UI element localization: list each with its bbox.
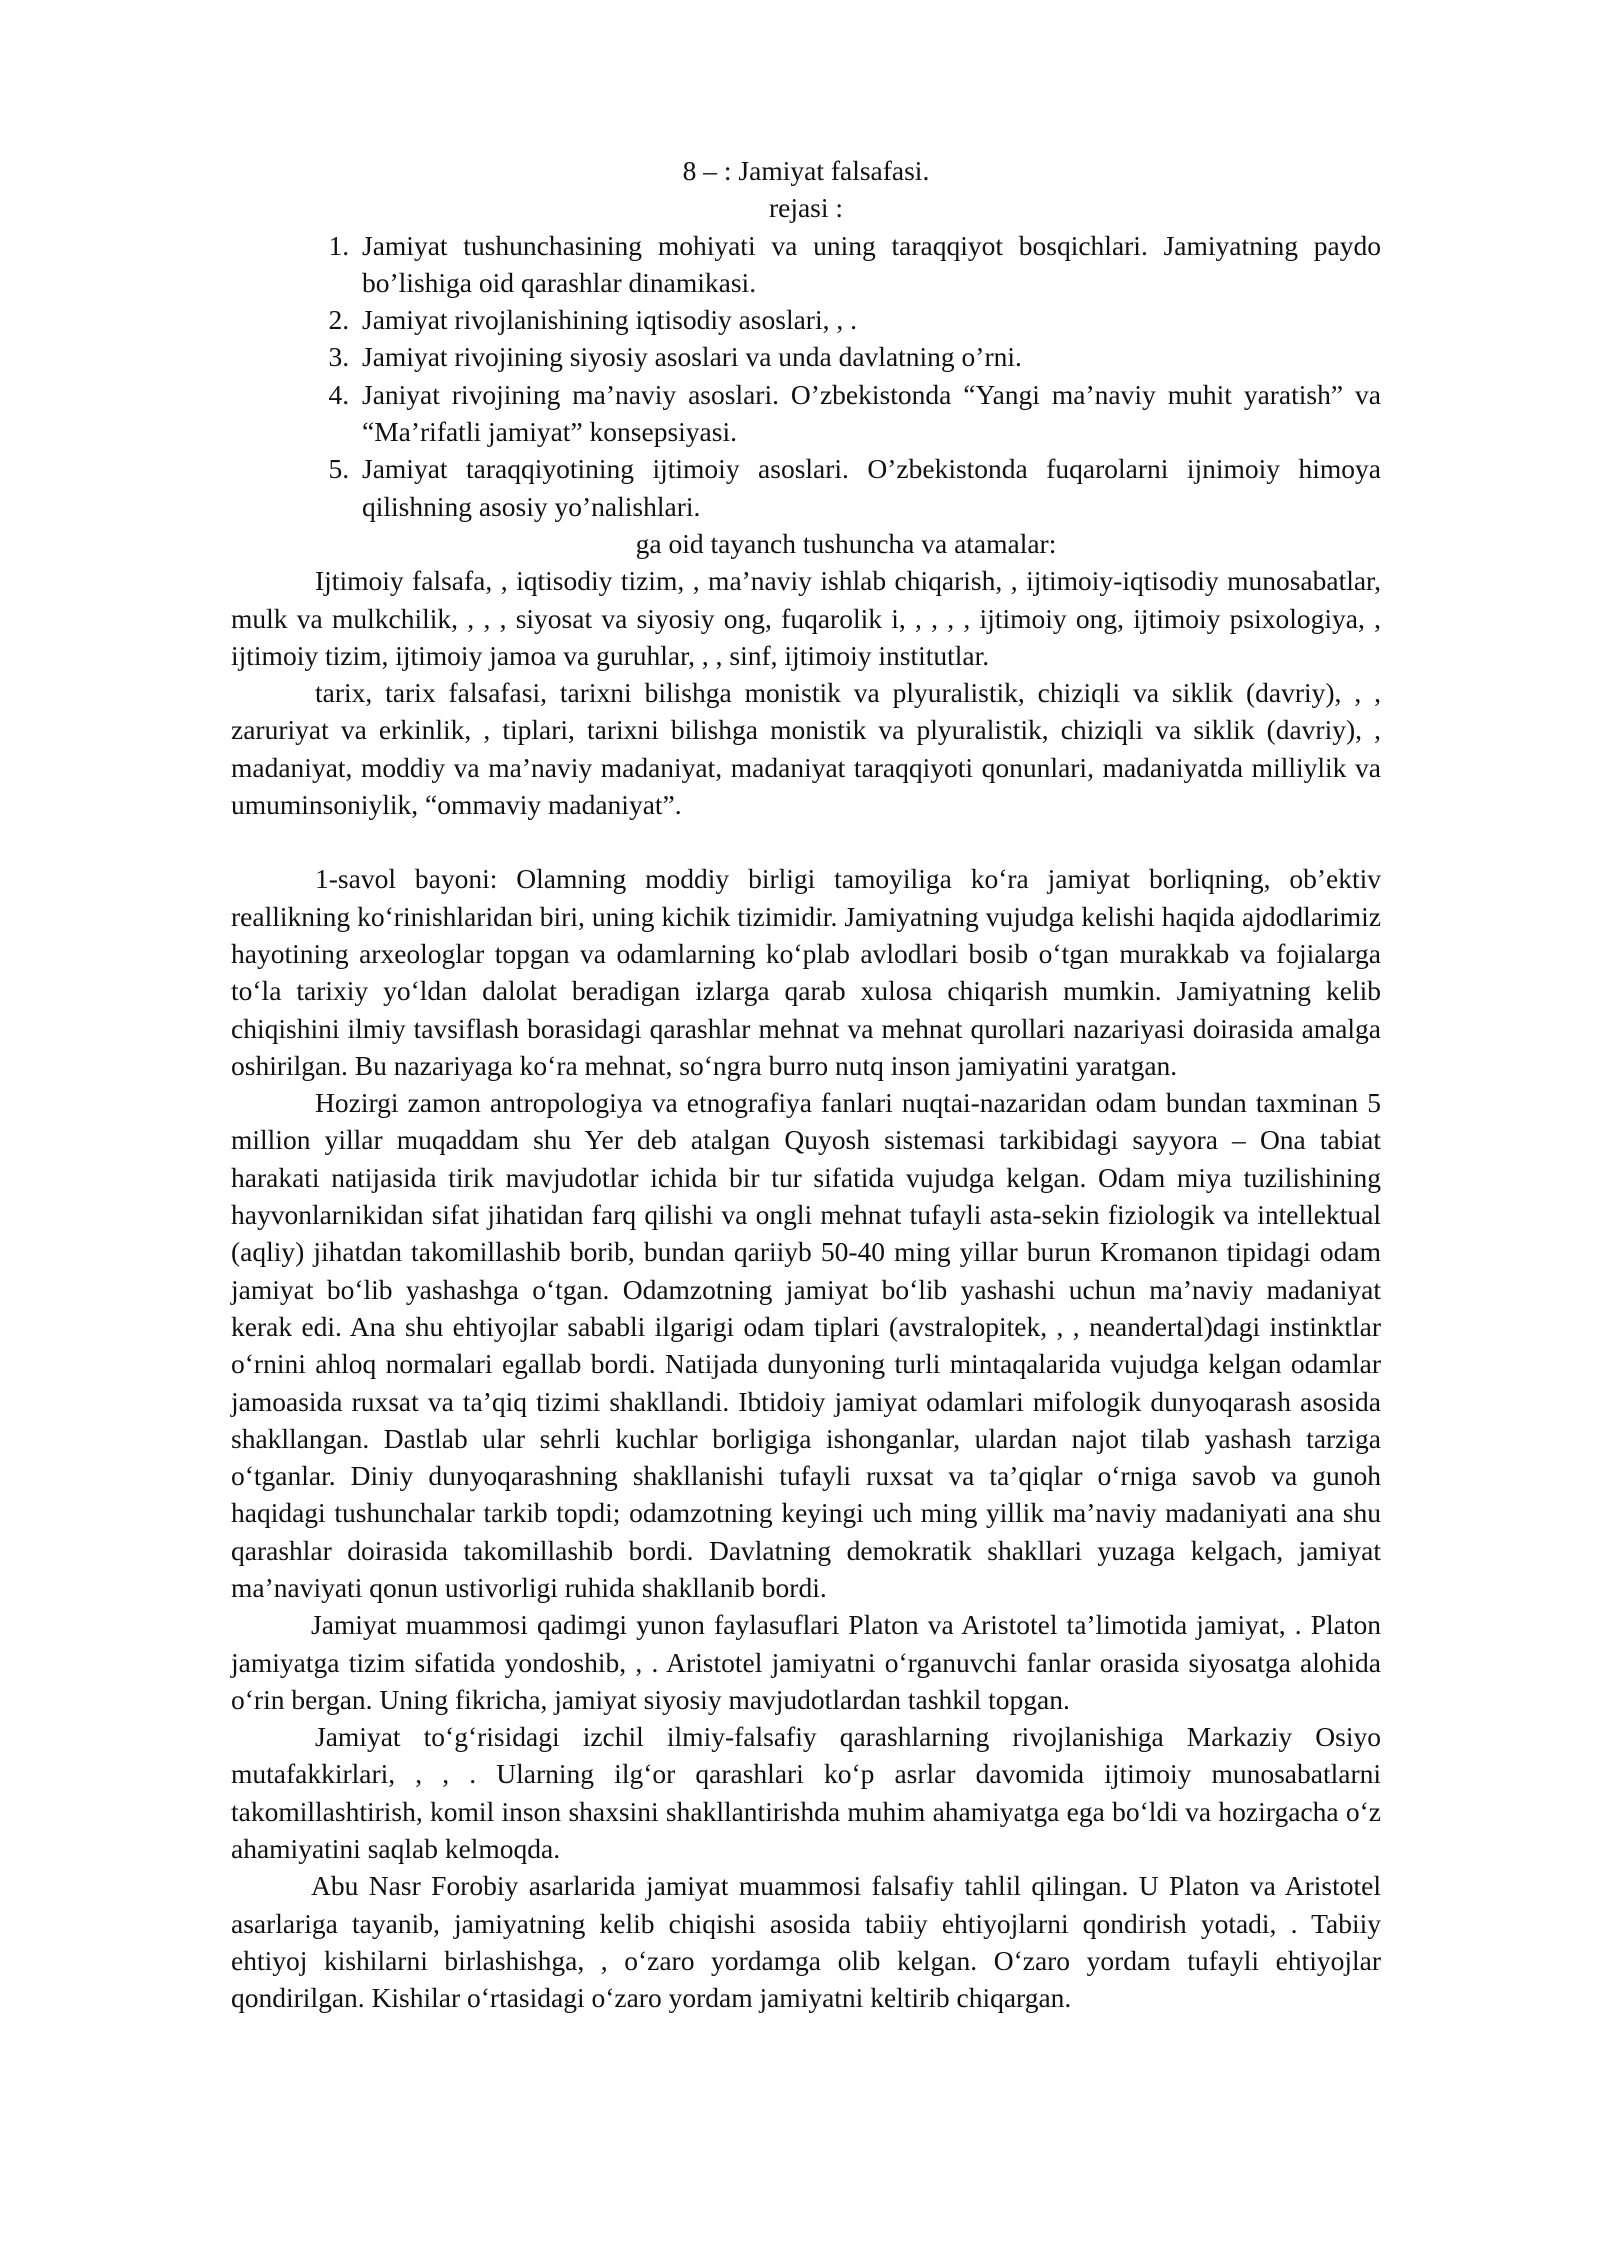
body-paragraph: Jamiyat to‘g‘risidagi izchil ilmiy-falsafiy qarashlarning rivojlanishiga Markaziy Osiyo mutafakkirlari, , , . Ularning ilg‘or qarashlari ko‘p asrlar davomida ijtimoiy munosabatlarni takomillashtirish, komil inson shaxsini shakllantirishda muhim ahamiyatga ega bo‘ldi va hozirgacha o‘z ahamiyatini saqlab kelmoqda. xyxy=(231,1721,1381,1865)
document-page xyxy=(231,152,1381,2017)
plan-item: 3. Jamiyat rivojining siyosiy asoslari va unda davlatning o’rni. xyxy=(356,338,1381,375)
terms-paragraph: Ijtimoiy falsafa, , iqtisodiy tizim, , ma’naviy ishlab chiqarish, , ijtimoiy-iqtisodiy munosabatlar, mulk va mulkchilik, , , , siyosat va siyosiy ong, fuqarolik i, , , , , ijtimoiy ong, ijtimoiy psixologiya, , ijtimoiy tizim, ijtimoiy jamoa va guruhlar, , , sinf, ijtimoiy institutlar. xyxy=(231,565,1381,671)
plan-item: 5. Jamiyat taraqqiyotining ijtimoiy asoslari. O’zbekistonda fuqarolarni ijnimoiy himoya qilishning asosiy yo’nalishlari. xyxy=(356,450,1381,525)
plan-item: 4. Janiyat rivojining ma’naviy asoslari. O’zbekistonda “Yangi ma’naviy muhit yaratish” va “Ma’rifatli jamiyat” konsepsiyasi. xyxy=(356,376,1381,451)
lecture-header xyxy=(231,152,1381,227)
plan-item: 1. Jamiyat tushunchasining mohiyati va uning taraqqiyot bosqichlari. Jamiyatning paydo bo’lishiga oid qarashlar dinamikasi. xyxy=(356,227,1381,302)
lecture-title: 8 – : Jamiyat falsafasi. xyxy=(682,155,930,186)
body-paragraph: Abu Nasr Forobiy asarlarida jamiyat muammosi falsafiy tahlil qilingan. U Platon va Aristotel asarlariga tayanib, jamiyatning kelib chiqishi asosida tabiiy ehtiyojlarni qondirish yotadi, . Tabiiy ehtiyoj kishilarni birlashishga, , o‘zaro yordamga olib kelgan. O‘zaro yordam tufayli ehtiyojlar qondirilgan. Kishilar o‘rtasidagi o‘zaro yordam jamiyatni keltirib chiqargan. xyxy=(231,1870,1381,2014)
body-paragraph: Hozirgi zamon antropologiya va etnografiya fanlari nuqtai-nazaridan odam bundan taxminan 5 million yillar muqaddam shu Yer deb atalgan Quyosh sistemasi tarkibidagi sayyora – Ona tabiat harakati natijasida tirik mavjudotlar ichida bir tur sifatida vujudga kelgan. Odam miya tuzilishining hayvonlarnikidan sifat jihatidan farq qilishi va ongli mehnat tufayli asta-sekin fiziologik va intellektual (aqliy) jihatdan takomillashib borib, bundan qariiyb 50-40 ming yillar burun Kromanon tipidagi odam jamiyat bo‘lib yashashga o‘tgan. Odamzotning jamiyat bo‘lib yashashi uchun ma’naviy madaniyat kerak edi. Ana shu ehtiyojlar sababli ilgarigi odam tiplari (avstralopitek, , , neandertal)dagi instinktlar o‘rnini ahloq normalari egallab bordi. Natijada dunyoning turli mintaqalarida vujudga kelgan odamlar jamoasida ruxsat va ta’qiq tizimi shakllandi. Ibtidoiy jamiyat odamlari mifologik dunyoqarash asosida shakllangan. Dastlab ular sehrli kuchlar borligiga ishonganlar, ulardan najot tilab yashash tarziga o‘tganlar. Diniy dunyoqarashning shakllanishi tufayli ruxsat va ta’qiqlar o‘rniga savob va gunoh haqidagi tushunchalar tarkib topdi; odamzotning keyingi uch ming yillik ma’naviy madaniyati ana shu qarashlar doirasida takomillashib bordi. Davlatning demokratik shakllari yuzaga kelgach, jamiyat ma’naviyati qonun ustivorligi ruhida shakllanib bordi. xyxy=(231,1087,1381,1603)
plan-list xyxy=(231,227,1381,525)
plan-item: 2. Jamiyat rivojlanishining iqtisodiy asoslari, , . xyxy=(356,301,1381,338)
terms-paragraph: tarix, tarix falsafasi, tarixni bilishga monistik va plyuralistik, chiziqli va siklik (davriy), , , zaruriyat va erkinlik, , tiplari, tarixni bilishga monistik va plyuralistik, chiziqli va siklik (davriy), , madaniyat, moddiy va ma’naviy madaniyat, madaniyat taraqqiyoti qonunlari, madaniyatda milliylik va umuminsoniylik, “ommaviy madaniyat”. xyxy=(231,677,1381,821)
plan-label: rejasi : xyxy=(768,192,844,224)
terms-heading: ga oid tayanch tushuncha va atamalar: xyxy=(635,527,1057,559)
body-paragraph: Jamiyat muammosi qadimgi yunon faylasuflari Platon va Aristotel ta’limotida jamiyat, . Platon jamiyatga tizim sifatida yondoshib, , . Aristotel jamiyatni o‘rganuvchi fanlar orasida siyosatga alohida o‘rin bergan. Uning fikricha, jamiyat siyosiy mavjudotlardan tashkil topgan. xyxy=(231,1609,1381,1715)
body-paragraph: 1-savol bayoni: Olamning moddiy birligi tamoyiliga ko‘ra jamiyat borliqning, ob’ektiv reallikning ko‘rinishlaridan biri, uning kichik tizimidir. Jamiyatning vujudga kelishi haqida ajdodlarimiz hayotining arxeologlar topgan va odamlarning ko‘plab avlodlari bosib o‘tgan murakkab va fojialarga to‘la tarixiy yo‘ldan dalolat beradigan izlarga qarab xulosa chiqarish mumkin. Jamiyatning kelib chiqishini ilmiy tavsiflash borasidagi qarashlar mehnat va mehnat qurollari nazariyasi doirasida amalga oshirilgan. Bu nazariyaga ko‘ra mehnat, so‘ngra burro nutq inson jamiyatini yaratgan. xyxy=(231,863,1381,1081)
spacer xyxy=(231,823,1381,860)
